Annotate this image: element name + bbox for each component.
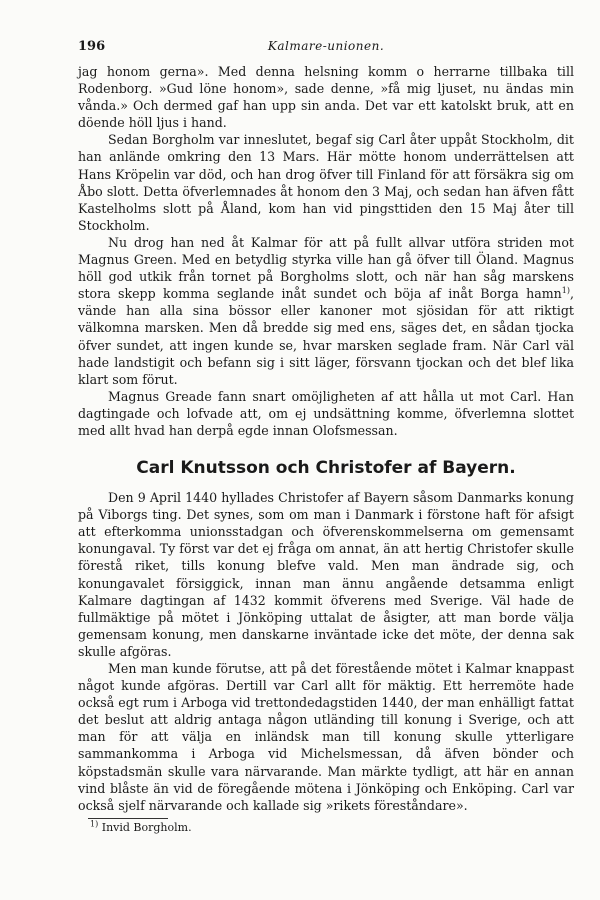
paragraph: Men man kunde förutse, att på det förestående mötet i Kalmar knappast något kunde afgöras. Dertill var Carl allt för mäktig. Ett herremöte hade också egt rum i Arboga vid trettondedagstiden 1440, der man enhälligt fattat det beslut att aldrig antaga någon utländing till konung i Sverige, och att man för att välja en inländsk man till konung skulle ytterligare sammankomma i Arboga vid Michelsmessan, då äfven bönder och köpstadsmän skulle vara närvarande. Man märkte tydligt, att här en annan vind blåste än vid de föregående mötena i Jönköping och Enköping. Carl var också sjelf närvarande och kallade sig »rikets föreståndare».	[78, 661, 574, 813]
page-header	[78, 39, 574, 57]
page-body	[78, 63, 574, 835]
footnote	[78, 821, 574, 835]
running-title: Kalmare-unionen.	[267, 39, 385, 53]
paragraph-text-continued: , vände han alla sina bössor eller kanoner mot sjösidan för att riktigt välkomna marsken. Men då bredde sig med ens, säges det, en sådan tjocka öfver sundet, att ingen kunde se, hvar marsken seglade fram. När Carl väl hade landstigit och befann sig i sitt läger, försvann tjockan och det blef lika klart som förut.	[78, 286, 574, 387]
section-heading: Carl Knutsson och Christofer af Bayern.	[136, 458, 516, 479]
paragraph: jag honom gerna». Med denna helsning komm o herrarne tillbaka till Rodenborg. »Gud löne honom», sade denne, »få mig ljuset, nu ändas min vånda.» Och dermed gaf han upp sin anda. Det var ett katolskt bruk, att en döende höll ljus i hand.	[78, 64, 574, 131]
page-number: 196	[78, 39, 106, 54]
footnote-marker: 1)	[90, 819, 99, 829]
paragraph: Sedan Borgholm var inneslutet, begaf sig Carl åter uppåt Stockholm, dit han anlände omkring den 13 Mars. Här mötte honom underrättelsen att Hans Kröpelin var död, och han drog öfver till Finland för att försäkra sig om Åbo slott. Detta öfverlemnades åt honom den 3 Maj, och sedan han äfven fått Kastelholms slott på Åland, kom han vid pingsttiden den 15 Maj åter till Stockholm.	[78, 132, 574, 233]
footnote-text: Invid Borgholm.	[101, 820, 192, 834]
paragraph	[78, 234, 574, 388]
paragraph-text: Nu drog han ned åt Kalmar för att på fullt allvar utföra striden mot Magnus Green. Med en betydlig styrka ville han gå öfver till Öland. Magnus höll god utkik från tornet på Borgholms slott, och när han såg marskens stora skepp komma seglande inåt sundet och böja af inåt Borga hamn	[78, 234, 574, 302]
footnote-reference: 1)	[561, 286, 570, 296]
paragraph: Den 9 April 1440 hyllades Christofer af Bayern såsom Danmarks konung på Viborgs ting. Det synes, som om man i Danmark i förstone haft för afsigt att efterkomma unionsstadgan och öfverenskommelserna om gemensamt konungaval. Ty först var det ej fråga om annat, än att hertig Christofer skulle förestå riket, tills konung blefve vald. Men man ändrade sig, och konungavalet försiggick, innan man ännu angående detsamma enligt Kalmare dagtingan af 1432 kommit öfverens med Sverige. Väl hade de fullmäktige på mötet i Jönköping uttalat de åsigter, att man borde välja gemensam konung, men danskarne inväntade icke det möte, der denna sak skulle afgöras.	[78, 490, 575, 659]
footnote-divider	[88, 818, 168, 819]
paragraph: Magnus Greade fann snart omöjligheten af att hålla ut mot Carl. Han dagtingade och lofvade att, om ej undsättning komme, öfverlemna slottet med allt hvad han derpå egde innan Olofsmessan.	[78, 388, 574, 438]
